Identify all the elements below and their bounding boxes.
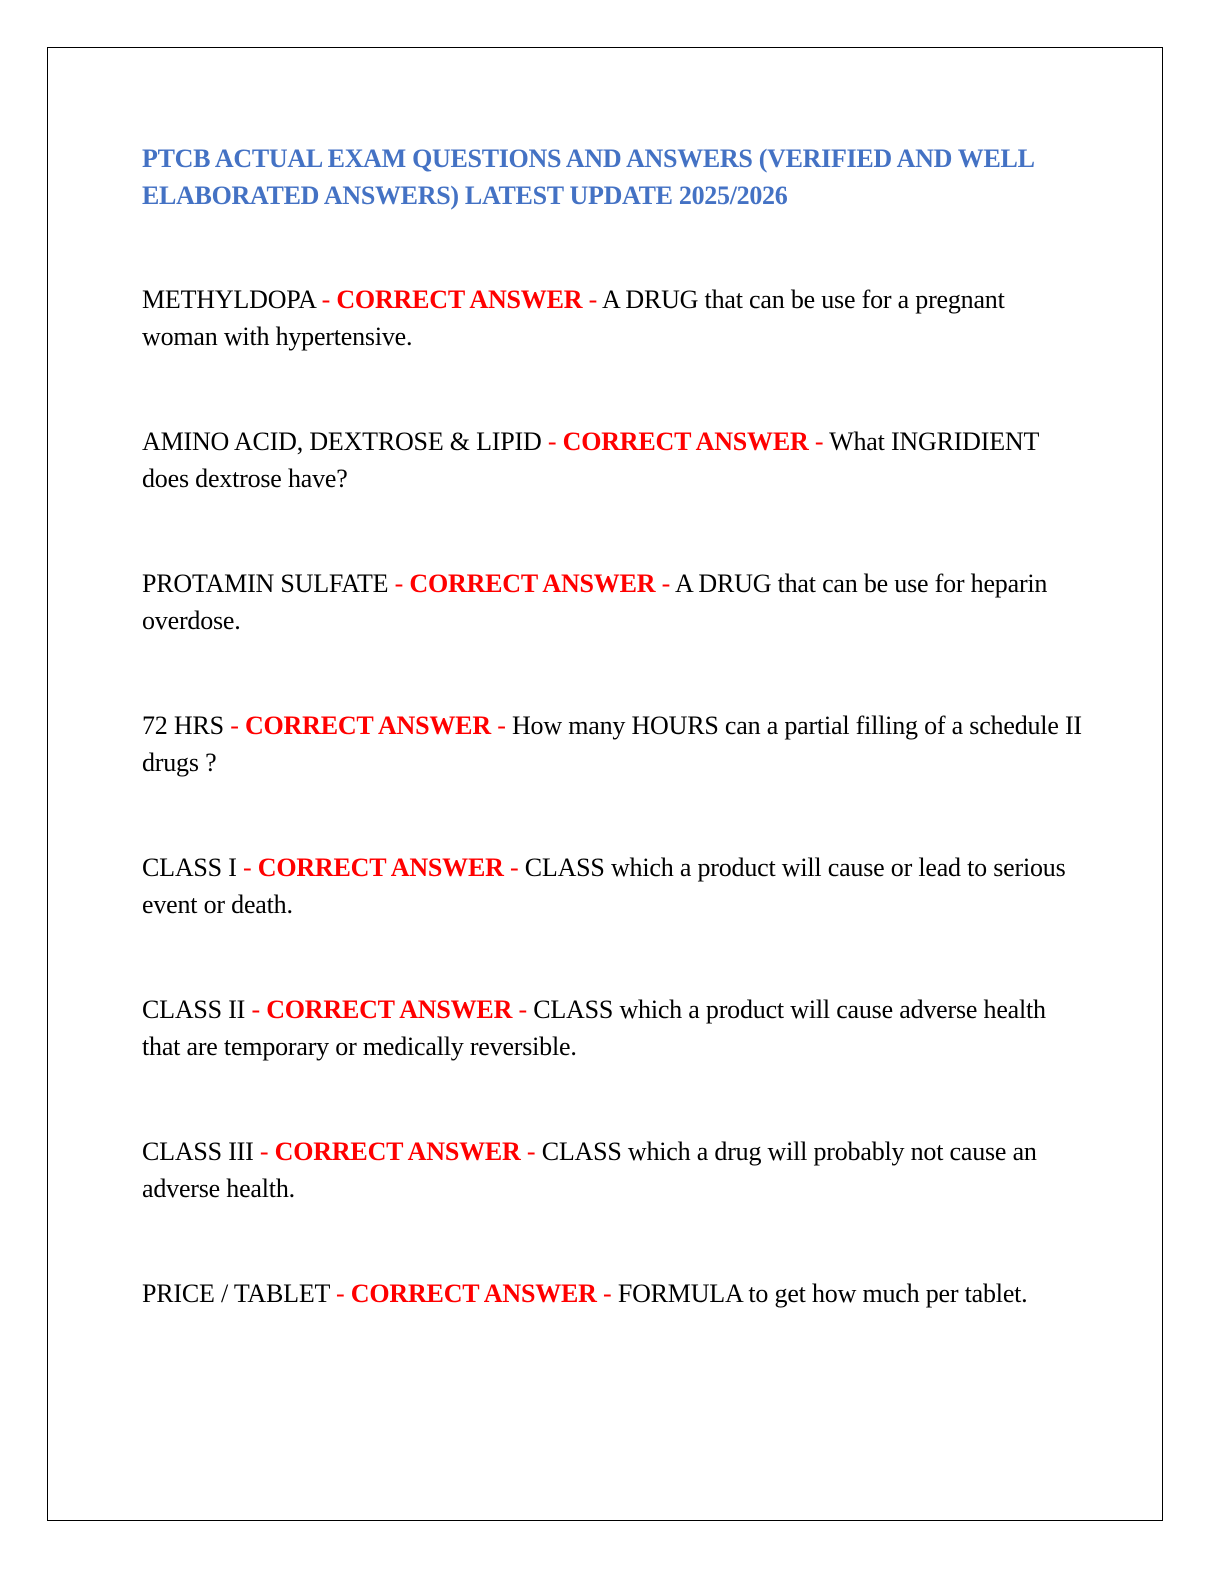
qa-separator: - bbox=[582, 285, 602, 314]
correct-answer-label: CORRECT ANSWER bbox=[257, 853, 504, 882]
qa-separator: - bbox=[808, 427, 830, 456]
qa-item bbox=[142, 707, 1082, 849]
qa-separator: - bbox=[655, 569, 675, 598]
correct-answer-label: CORRECT ANSWER bbox=[266, 995, 513, 1024]
qa-separator: - bbox=[596, 1279, 618, 1308]
correct-answer-label: CORRECT ANSWER bbox=[409, 569, 656, 598]
qa-item bbox=[142, 991, 1082, 1133]
qa-definition: CLASS which a drug will probably not cause an adverse health. bbox=[142, 1137, 1037, 1203]
qa-definition: What INGRIDIENT does dextrose have? bbox=[142, 427, 1039, 493]
qa-item bbox=[142, 281, 1082, 423]
qa-separator: - bbox=[520, 1137, 542, 1166]
correct-answer-label: CORRECT ANSWER bbox=[336, 285, 583, 314]
qa-list bbox=[142, 281, 1082, 1417]
qa-definition: How many HOURS can a partial filling of a schedule II drugs ? bbox=[142, 711, 1082, 777]
qa-separator: - bbox=[236, 853, 258, 882]
qa-definition: A DRUG that can be use for heparin overdose. bbox=[142, 569, 1048, 635]
qa-term: PROTAMIN SULFATE bbox=[142, 569, 389, 598]
qa-separator: - bbox=[512, 995, 534, 1024]
correct-answer-label: CORRECT ANSWER bbox=[562, 427, 809, 456]
qa-separator: - bbox=[253, 1137, 275, 1166]
qa-term: CLASS I bbox=[142, 853, 237, 882]
qa-item bbox=[142, 849, 1082, 991]
qa-separator: - bbox=[329, 1279, 351, 1308]
qa-term: 72 HRS bbox=[142, 711, 224, 740]
correct-answer-label: CORRECT ANSWER bbox=[350, 1279, 597, 1308]
qa-definition: FORMULA to get how much per tablet. bbox=[617, 1279, 1028, 1308]
qa-separator: - bbox=[503, 853, 525, 882]
qa-definition: A DRUG that can be use for a pregnant woman with hypertensive. bbox=[142, 285, 1005, 351]
qa-separator: - bbox=[245, 995, 267, 1024]
qa-separator: - bbox=[315, 285, 337, 314]
qa-item bbox=[142, 565, 1082, 707]
qa-term: METHYLDOPA bbox=[142, 285, 316, 314]
correct-answer-label: CORRECT ANSWER bbox=[244, 711, 491, 740]
qa-term: AMINO ACID, DEXTROSE & LIPID bbox=[142, 427, 542, 456]
qa-item bbox=[142, 1275, 1082, 1417]
qa-item bbox=[142, 1133, 1082, 1275]
qa-definition: CLASS which a product will cause adverse health that are temporary or medically reversible. bbox=[142, 995, 1046, 1061]
correct-answer-label: CORRECT ANSWER bbox=[274, 1137, 521, 1166]
document-title: PTCB ACTUAL EXAM QUESTIONS AND ANSWERS (VERIFIED AND WELL ELABORATED ANSWERS) LATEST UPDATE 2025/2026 bbox=[142, 144, 1034, 210]
qa-separator: - bbox=[490, 711, 512, 740]
qa-term: PRICE / TABLET bbox=[142, 1279, 330, 1308]
qa-item bbox=[142, 423, 1082, 565]
qa-term: CLASS III bbox=[142, 1137, 254, 1166]
qa-definition: CLASS which a product will cause or lead to serious event or death. bbox=[142, 853, 1066, 919]
qa-separator: - bbox=[541, 427, 563, 456]
qa-term: CLASS II bbox=[142, 995, 246, 1024]
qa-separator: - bbox=[388, 569, 410, 598]
document-body bbox=[142, 140, 1082, 1417]
qa-separator: - bbox=[223, 711, 245, 740]
